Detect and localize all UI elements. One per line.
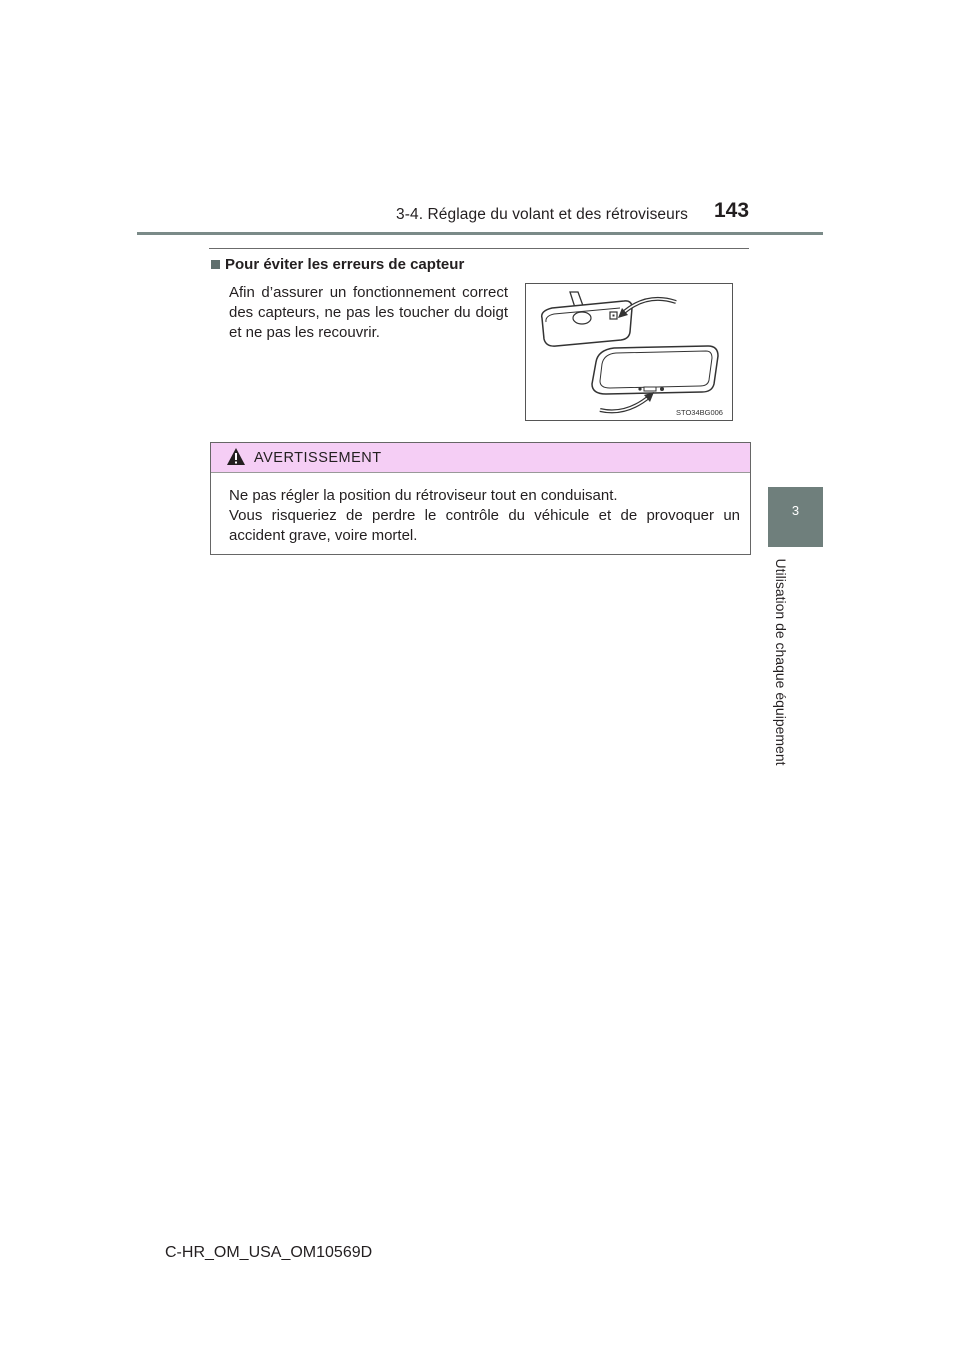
section-heading-text: Pour éviter les erreurs de capteur bbox=[225, 256, 465, 273]
chapter-tab-number: 3 bbox=[791, 503, 800, 518]
chapter-side-label-text: Utilisation de chaque équipement bbox=[773, 558, 789, 766]
warning-text bbox=[229, 486, 740, 546]
warning-triangle-icon bbox=[226, 447, 246, 466]
warning-title: AVERTISSEMENT bbox=[254, 450, 382, 466]
figure-code: STO34BG006 bbox=[676, 408, 723, 417]
warning-line-2: Vous risqueriez de perdre le contrôle du véhicule et de provoquer un accident grave, voire mortel. bbox=[229, 507, 740, 544]
section-divider bbox=[209, 248, 749, 249]
section-heading bbox=[211, 256, 464, 273]
page-header-title: 3-4. Réglage du volant et des rétroviseurs bbox=[396, 206, 688, 223]
header-divider bbox=[137, 232, 823, 235]
warning-header bbox=[211, 443, 750, 473]
warning-box bbox=[210, 442, 751, 555]
page-number: 143 bbox=[714, 199, 750, 222]
chapter-tab bbox=[768, 487, 823, 547]
chapter-side-label bbox=[769, 552, 793, 772]
footer-document-code: C-HR_OM_USA_OM10569D bbox=[165, 1244, 373, 1261]
bullet-square-icon bbox=[211, 260, 220, 269]
warning-line-1: Ne pas régler la position du rétroviseur tout en conduisant. bbox=[229, 487, 618, 504]
section-body-text: Afin d’assurer un fonctionnement correct des capteurs, ne pas les toucher du doigt et ne pas les recouvrir. bbox=[229, 284, 508, 341]
mirror-sensor-illustration bbox=[525, 283, 733, 421]
